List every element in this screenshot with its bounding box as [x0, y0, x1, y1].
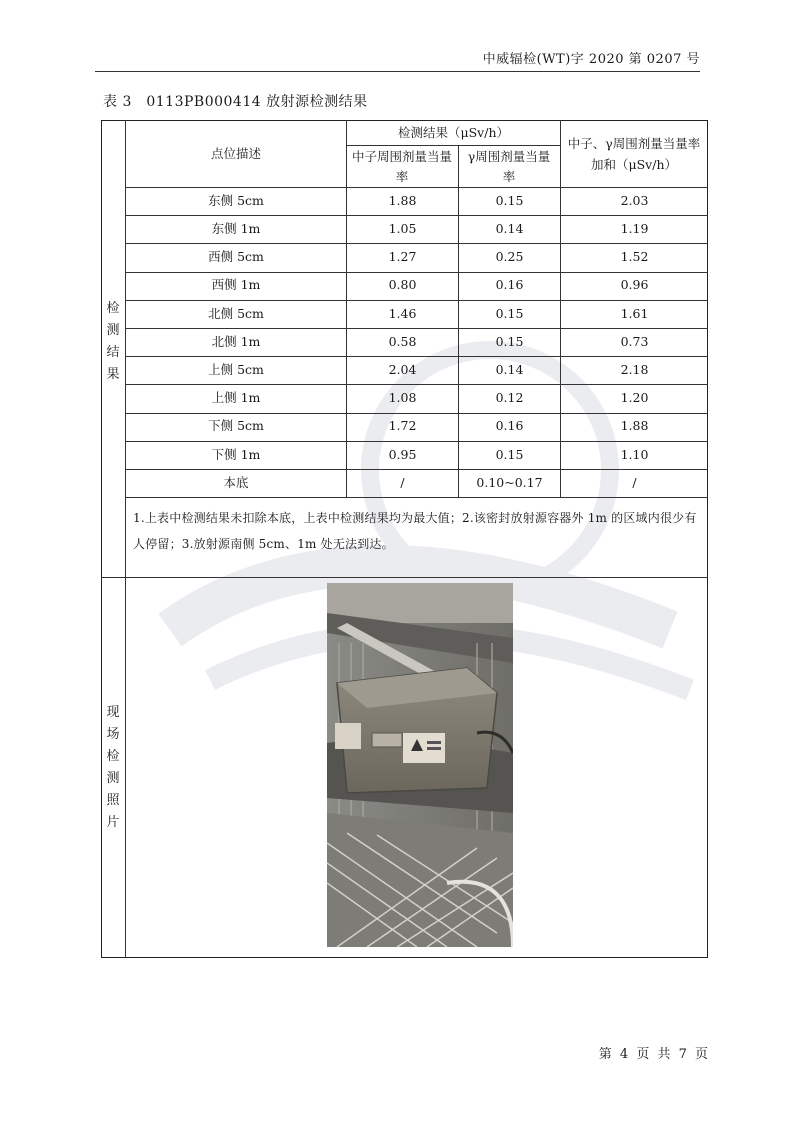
table-cell-gamma: 0.14	[495, 361, 524, 377]
table-cell-location: 下侧 1m	[211, 446, 261, 462]
table-cell-sum: 1.61	[620, 305, 649, 321]
column-header-neutron: 中子周围剂量当量率	[351, 148, 452, 184]
table-cell-location: 北侧 5cm	[208, 305, 264, 321]
table-cell-sum: 1.88	[620, 418, 649, 434]
column-header-location: 点位描述	[210, 145, 261, 161]
table-cell-neutron: 1.72	[388, 418, 417, 434]
table-cell-sum: 0.73	[620, 333, 649, 349]
table-cell-location: 本底	[223, 474, 249, 490]
section-label-char: 现	[106, 704, 120, 720]
table-cell-location: 北侧 1m	[211, 333, 261, 349]
section-label-char: 测	[106, 323, 120, 338]
table-divider	[101, 577, 708, 578]
table-cell-sum: 1.10	[620, 446, 649, 462]
table-cell-neutron: 1.05	[388, 220, 417, 236]
section-label-char: 果	[106, 367, 120, 382]
table-cell-gamma: 0.16	[495, 418, 524, 434]
table-cell-location: 下侧 5cm	[208, 418, 264, 434]
section-label-char: 照	[106, 792, 120, 808]
table-cell-sum: 1.19	[620, 220, 649, 236]
table-cell-neutron: /	[400, 474, 405, 490]
table-cell-gamma: 0.12	[495, 390, 524, 406]
notes: 1.上表中检测结果未扣除本底，上表中检测结果均为最大值；2.该密封放射源容器外 1m 的区域内很少有人停留；3.放射源南侧 5cm、1m 处无法到达。	[133, 511, 697, 551]
table-cell-neutron: 1.08	[388, 390, 417, 406]
table-cell-sum: 2.18	[620, 361, 649, 377]
header-rule	[95, 71, 700, 72]
table-cell-neutron: 0.58	[388, 333, 417, 349]
table-cell-location: 上侧 1m	[211, 390, 261, 406]
table-cell-location: 西侧 5cm	[208, 249, 264, 265]
site-photo	[327, 583, 513, 947]
table-cell-gamma: 0.10~0.17	[476, 474, 543, 490]
column-header-gamma: γ周围剂量当量率	[467, 148, 551, 184]
table-cell-neutron: 1.27	[388, 249, 417, 265]
table-cell-sum: 1.20	[620, 390, 649, 406]
table-cell-gamma: 0.14	[495, 220, 524, 236]
document-number: 中威辐检(WT)字 2020 第 0207 号	[482, 52, 700, 67]
page-number: 第 4 页 共 7 页	[598, 1047, 710, 1062]
table-cell-location: 西侧 1m	[211, 277, 261, 293]
section-label-char: 测	[106, 770, 120, 786]
table-cell-neutron: 1.88	[388, 192, 417, 208]
section-label-char: 场	[106, 726, 120, 742]
table-cell-sum: 0.96	[620, 277, 649, 293]
table-cell-gamma: 0.15	[495, 305, 524, 321]
section-label-results	[101, 187, 125, 497]
section-label-photo	[101, 577, 125, 958]
table-caption: 表 3 0113PB000414 放射源检测结果	[103, 94, 368, 110]
table-cell-sum: 1.52	[620, 249, 649, 265]
table-cell-gamma: 0.15	[495, 333, 524, 349]
table-cell-sum: 2.03	[620, 192, 649, 208]
table-cell-neutron: 2.04	[388, 361, 417, 377]
section-label-char: 片	[106, 814, 120, 830]
table-cell-location: 东侧 5cm	[208, 192, 264, 208]
column-header-results-group: 检测结果（μSv/h）	[397, 124, 509, 140]
section-label-char: 检	[106, 748, 120, 764]
section-label-char: 结	[106, 345, 120, 360]
table-cell-location: 上侧 5cm	[208, 361, 264, 377]
section-label-char: 检	[106, 301, 120, 316]
table-cell-gamma: 0.16	[495, 277, 524, 293]
column-header-sum: 中子、γ周围剂量当量率加和（μSv/h）	[567, 136, 701, 172]
table-cell-neutron: 0.95	[388, 446, 417, 462]
table-cell-neutron: 0.80	[388, 277, 417, 293]
table-cell-location: 东侧 1m	[211, 220, 261, 236]
table-cell-sum: /	[632, 474, 637, 490]
table-cell-gamma: 0.15	[495, 446, 524, 462]
table-cell-neutron: 1.46	[388, 305, 417, 321]
table-cell-gamma: 0.25	[495, 249, 524, 265]
table-cell-gamma: 0.15	[495, 192, 524, 208]
